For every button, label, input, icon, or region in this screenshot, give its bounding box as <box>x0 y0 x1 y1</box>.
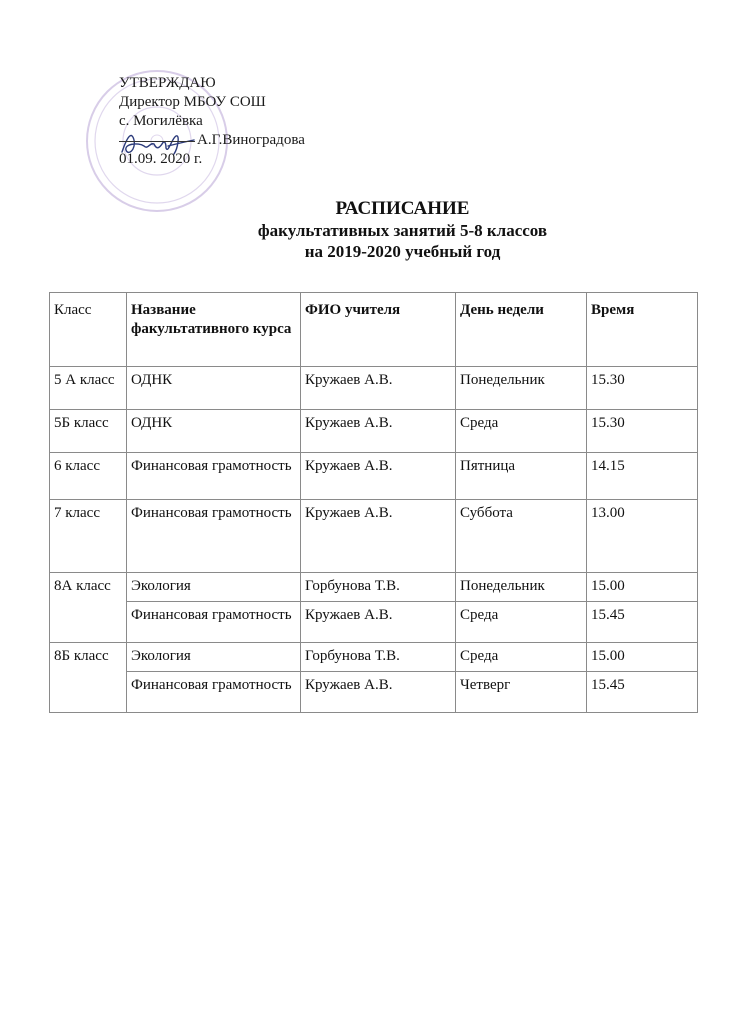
cell-class: 6 класс <box>50 453 127 500</box>
table-row <box>50 643 698 672</box>
title-line-2: факультативных занятий 5-8 классов <box>257 221 548 240</box>
table-header-row <box>50 293 698 367</box>
document-title <box>0 198 745 262</box>
approval-heading: УТВЕРЖДАЮ <box>119 75 216 91</box>
cell-course: Финансовая грамотность <box>127 500 301 573</box>
cell-course: ОДНК <box>127 367 301 410</box>
cell-day: Понедельник <box>456 367 587 410</box>
cell-class: 8Б класс <box>50 643 127 713</box>
cell-class: 5 А класс <box>50 367 127 410</box>
table-row <box>50 573 698 602</box>
cell-teacher: Кружаев А.В. <box>301 453 456 500</box>
approval-signatory: А.Г.Виноградова <box>197 132 305 148</box>
cell-course: ОДНК <box>127 410 301 453</box>
header-course: Название факультативного курса <box>127 293 301 367</box>
cell-time: 15.30 <box>587 410 698 453</box>
cell-day: Среда <box>456 643 587 672</box>
cell-day: Суббота <box>456 500 587 573</box>
cell-teacher: Кружаев А.В. <box>301 410 456 453</box>
header-day: День недели <box>456 293 587 367</box>
cell-class: 8А класс <box>50 573 127 643</box>
cell-time: 15.30 <box>587 367 698 410</box>
cell-teacher: Горбунова Т.В. <box>301 573 456 602</box>
approval-block <box>119 74 305 169</box>
cell-teacher: Кружаев А.В. <box>301 602 456 643</box>
cell-day: Пятница <box>456 453 587 500</box>
cell-time: 15.45 <box>587 672 698 713</box>
header-time: Время <box>587 293 698 367</box>
title-line-3: на 2019-2020 учебный год <box>304 242 501 261</box>
approval-position: Директор МБОУ СОШ <box>119 94 266 110</box>
approval-date: 01.09. 2020 г. <box>119 151 203 167</box>
cell-course: Финансовая грамотность <box>127 602 301 643</box>
cell-class: 7 класс <box>50 500 127 573</box>
table-row <box>50 602 698 643</box>
title-line-1: РАСПИСАНИЕ <box>335 198 470 219</box>
cell-teacher: Кружаев А.В. <box>301 672 456 713</box>
table-row <box>50 500 698 573</box>
header-teacher: ФИО учителя <box>301 293 456 367</box>
cell-time: 15.45 <box>587 602 698 643</box>
cell-teacher: Горбунова Т.В. <box>301 643 456 672</box>
cell-day: Среда <box>456 410 587 453</box>
table-row <box>50 453 698 500</box>
cell-course: Финансовая грамотность <box>127 453 301 500</box>
approval-signatory-line <box>119 131 305 150</box>
cell-class: 5Б класс <box>50 410 127 453</box>
cell-time: 15.00 <box>587 573 698 602</box>
cell-day: Среда <box>456 602 587 643</box>
signature-underline <box>119 141 195 142</box>
cell-day: Четверг <box>456 672 587 713</box>
cell-time: 13.00 <box>587 500 698 573</box>
cell-time: 15.00 <box>587 643 698 672</box>
cell-teacher: Кружаев А.В. <box>301 367 456 410</box>
cell-day: Понедельник <box>456 573 587 602</box>
cell-course: Экология <box>127 573 301 602</box>
cell-course: Финансовая грамотность <box>127 672 301 713</box>
table-row <box>50 672 698 713</box>
approval-location: с. Могилёвка <box>119 113 203 129</box>
schedule-table <box>49 292 698 713</box>
cell-time: 14.15 <box>587 453 698 500</box>
table-row <box>50 410 698 453</box>
cell-course: Экология <box>127 643 301 672</box>
table-row <box>50 367 698 410</box>
header-class: Класс <box>50 293 127 367</box>
cell-teacher: Кружаев А.В. <box>301 500 456 573</box>
